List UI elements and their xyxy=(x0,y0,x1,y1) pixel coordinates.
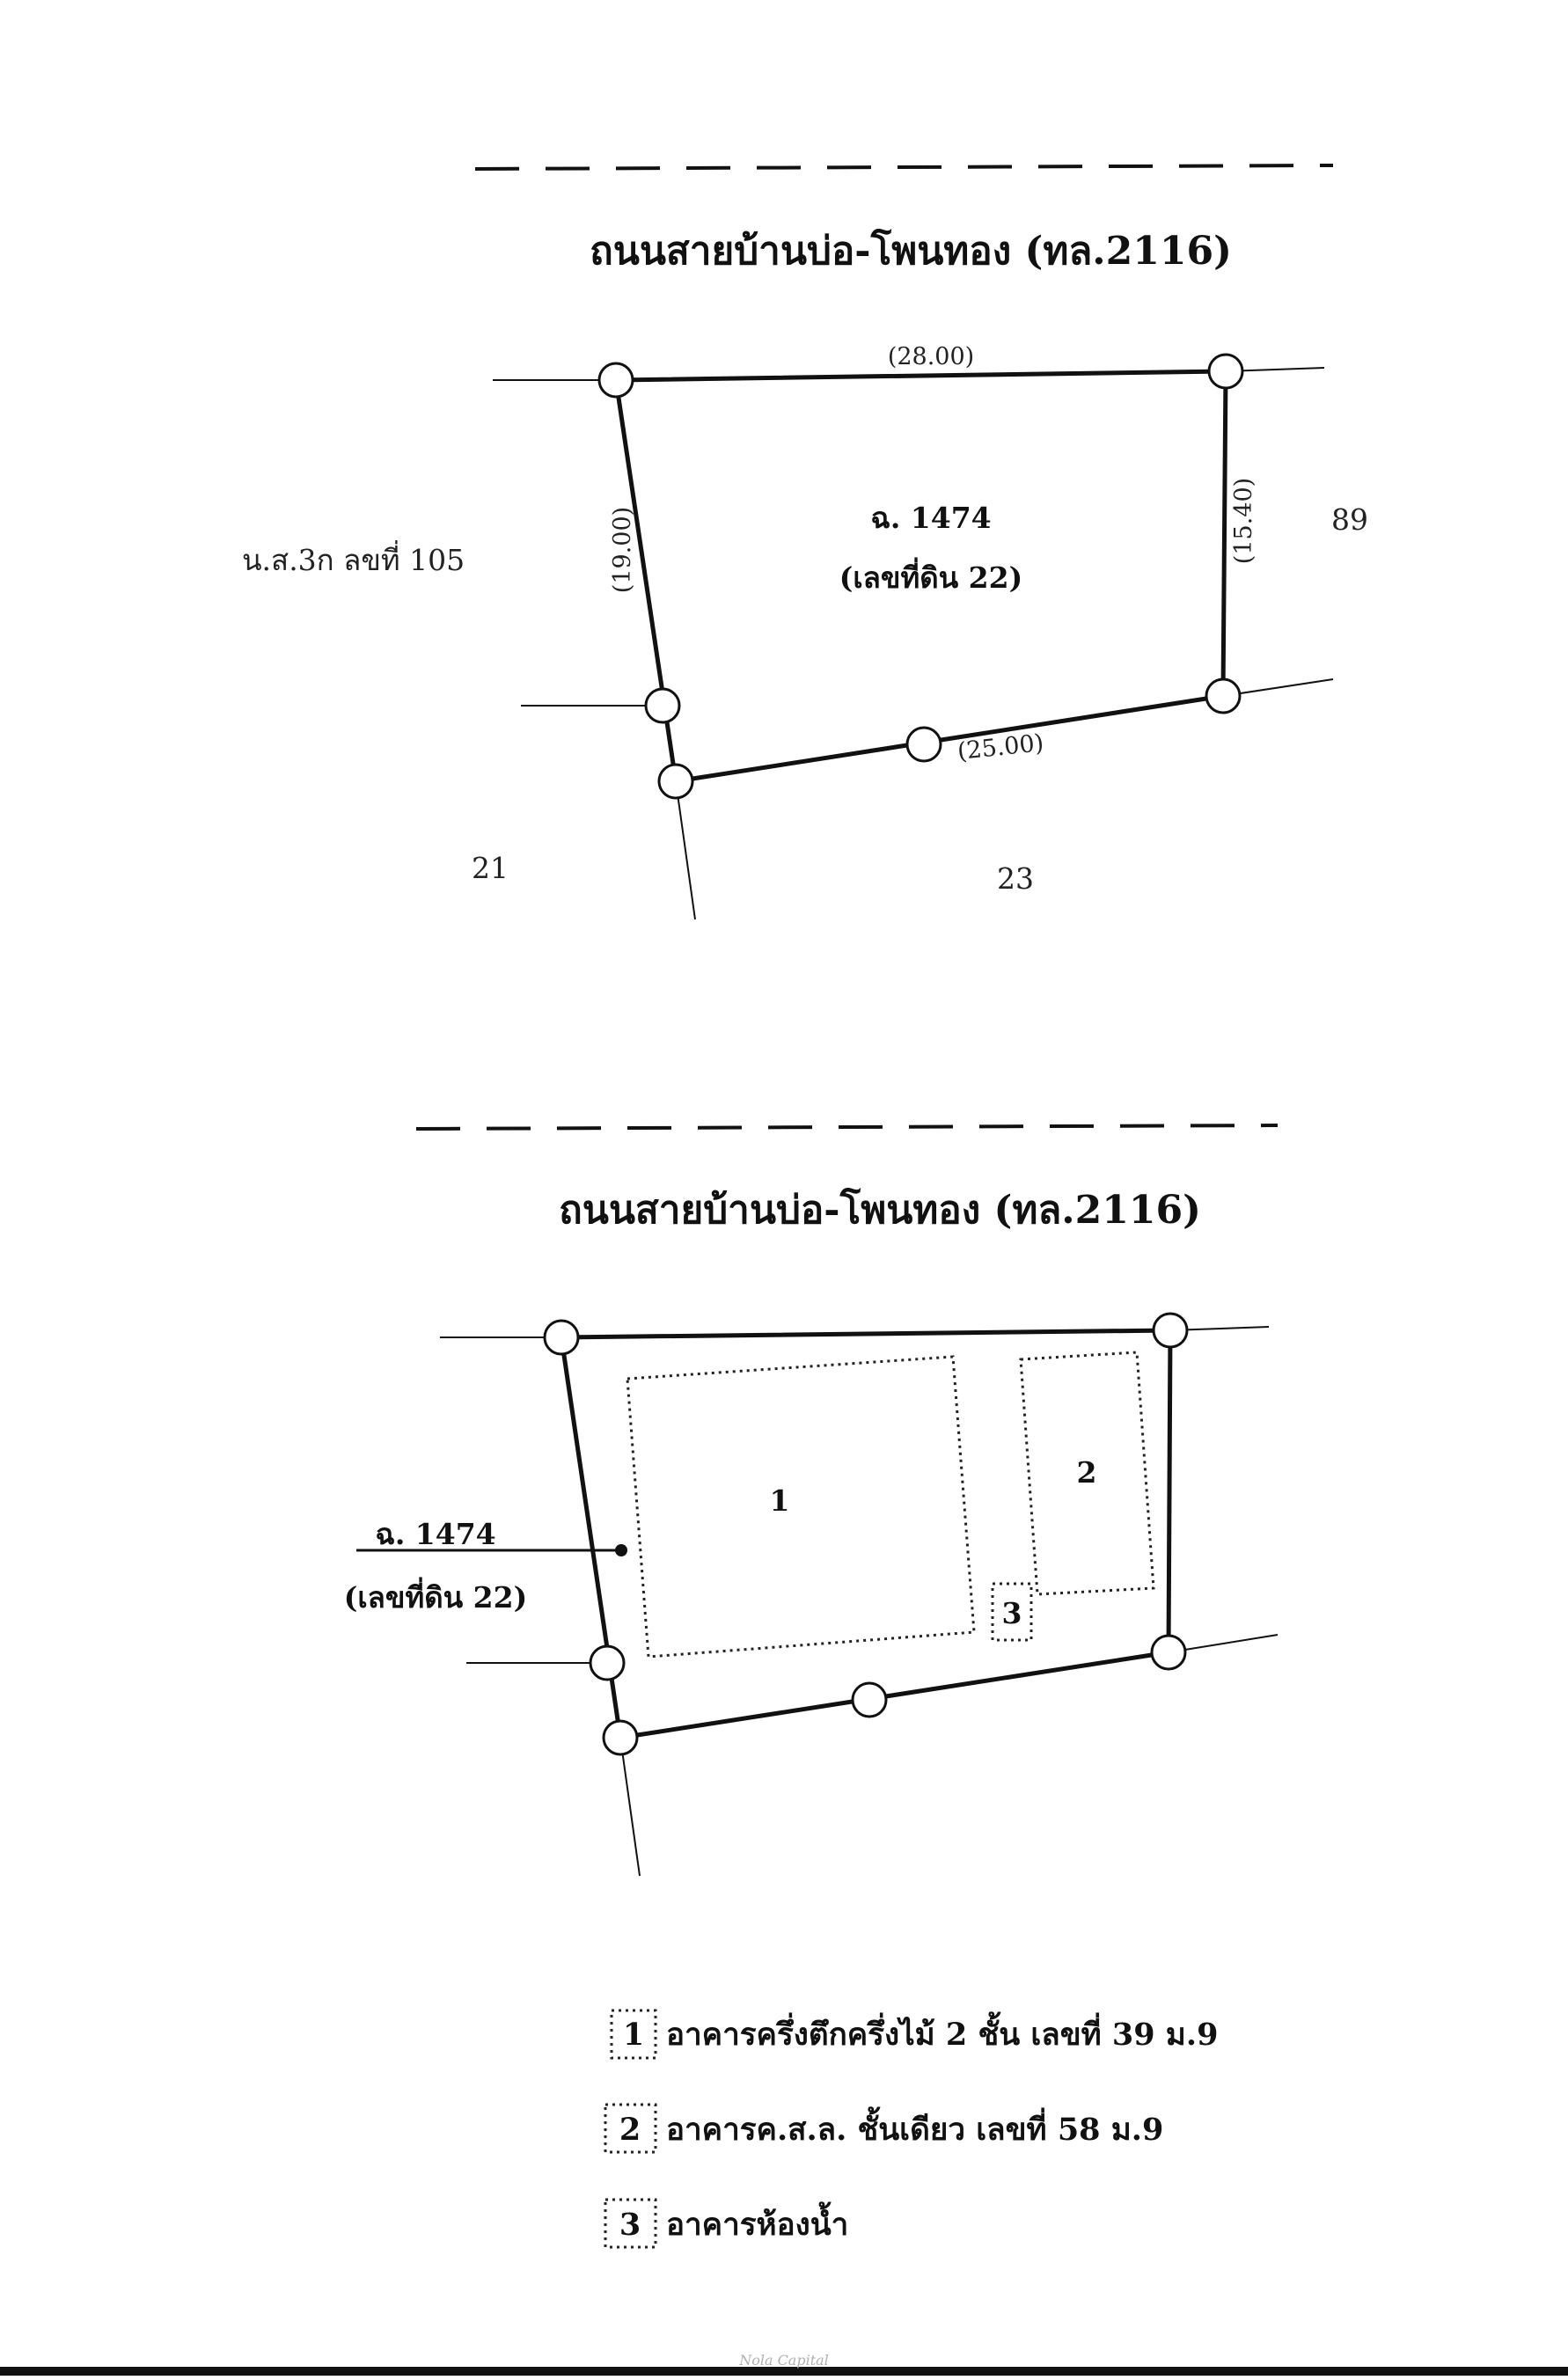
road-edge-dashed-line-1 xyxy=(475,165,1333,169)
boundary-marker xyxy=(545,1321,578,1354)
road-edge-dashed-line-2 xyxy=(416,1125,1278,1129)
building-1-outline xyxy=(627,1357,974,1657)
boundary-marker xyxy=(604,1721,637,1754)
boundary-marker xyxy=(853,1683,886,1717)
parcel-land-number-1: (เลขที่ดิน 22) xyxy=(839,560,1023,595)
neighbor-south-label: 23 xyxy=(997,861,1034,896)
legend-text-2: อาคารค.ส.ล. ชั้นเดียว เลขที่ 58 ม.9 xyxy=(666,2112,1164,2148)
boundary-marker xyxy=(646,689,679,722)
building-1-number: 1 xyxy=(769,1483,790,1518)
parcel-id-2: ฉ. 1474 xyxy=(375,1517,496,1551)
footer-watermark: Nola Capital xyxy=(739,2352,829,2369)
parcel-id-1: ฉ. 1474 xyxy=(870,501,992,535)
neighbor-west-label: น.ส.3ก ลขที่ 105 xyxy=(242,543,465,577)
boundary-marker xyxy=(1154,1314,1187,1347)
legend-number-2: 2 xyxy=(619,2112,641,2148)
neighbor-boundary-line xyxy=(676,781,695,919)
boundary-marker xyxy=(1152,1636,1185,1669)
boundary-marker xyxy=(599,363,633,397)
neighbor-southwest-label: 21 xyxy=(472,851,509,885)
dimension-left: (19.00) xyxy=(609,506,636,594)
boundary-marker xyxy=(1209,355,1242,388)
road-title-1: ถนนสายบ้านบ่อ-โพนทอง (ทล.2116) xyxy=(590,229,1232,274)
dimension-bottom: (25.00) xyxy=(956,729,1045,766)
legend-number-1: 1 xyxy=(622,2017,645,2053)
legend-item-2 xyxy=(605,2105,1163,2152)
parcel-boundary-2 xyxy=(561,1330,1170,1738)
parcel-land-number-2: (เลขที่ดิน 22) xyxy=(343,1580,528,1615)
legend-text-1: อาคารครึ่งตึกครึ่งไม้ 2 ชั้น เลขที่ 39 ม.9 xyxy=(666,2017,1219,2053)
legend-item-3 xyxy=(605,2200,848,2247)
boundary-marker xyxy=(590,1646,624,1680)
boundary-marker xyxy=(659,765,692,798)
legend-item-1 xyxy=(612,2010,1218,2058)
diagram-1 xyxy=(242,165,1368,919)
dimension-top: (28.00) xyxy=(887,343,975,370)
neighbor-east-label: 89 xyxy=(1331,502,1368,537)
neighbor-boundary-line xyxy=(620,1738,640,1876)
parcel-pointer-dot xyxy=(615,1544,627,1556)
dimension-right: (15.40) xyxy=(1230,477,1257,565)
diagram-2 xyxy=(344,1125,1278,1876)
boundary-marker xyxy=(1206,679,1240,713)
legend xyxy=(605,2010,1218,2247)
legend-number-3: 3 xyxy=(619,2207,641,2243)
building-2-number: 2 xyxy=(1076,1455,1097,1490)
boundary-marker xyxy=(907,728,941,761)
legend-text-3: อาคารห้องน้ำ xyxy=(666,2207,849,2243)
road-title-2: ถนนสายบ้านบ่อ-โพนทอง (ทล.2116) xyxy=(559,1188,1201,1233)
building-3-number: 3 xyxy=(1001,1596,1022,1630)
